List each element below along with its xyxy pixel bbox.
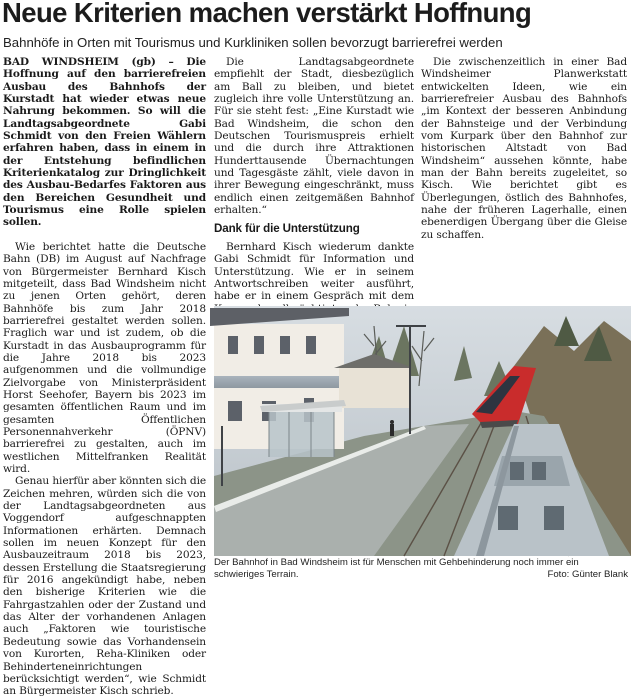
photo-caption — [214, 557, 628, 580]
station-photo — [214, 306, 631, 556]
body-paragraph-1: Wie berichtet hatte die Deutsche Bahn (DB) im August auf Nachfrage von Bürgermeister Bernhard Kisch mitgeteilt, dass Bad Windsheim nicht zu jenen Orten gehört, deren Bahnhöfe bis zum Jahr 2018 barrierefrei gestaltet werden sollen. Fraglich war und ist zudem, ob die Kurstadt in das Ausbauprogramm für die Jahre 2018 bis 2023 aufgenommen und die vollmundige Zielvorgabe von Ministerpräsident Horst Seehofer, Bayern bis 2023 im gesamten öffentlichen Raum und im gesamten Öffentlichen Personennahverkehr (ÖPNV) barrierefrei zu gestalten, auch im westlichen Mittelfranken Realität wird. — [3, 240, 206, 475]
body-paragraph-3: Die Landtagsabgeordnete empfiehlt der Stadt, diesbezüglich am Ball zu bleiben, und bietet zugleich ihre volle Unterstützung an. Für sie steht fest: „Eine Kurstadt wie Bad Windsheim, die schon den Deutschen Tourismuspreis erhielt und die durch ihre Attraktionen Hunderttausende Übernachtungen und Tagesgäste zählt, viele davon in ihrer Bewegung eingeschränkt, muss endlich einen zeitgemäßen Bahnhof erhalten.“ — [214, 56, 414, 217]
body-paragraph-4: Bernhard Kisch wiederum dankte Gabi Schmidt für Information und Unterstützung. Wie er in seinem Antwortschreiben weiter ausführt, habe er in einem Gespräch mit dem — [214, 240, 414, 303]
subheadline: Bahnhöfe in Orten mit Tourismus und Kurkliniken sollen bevorzugt barrierefrei werden — [3, 35, 503, 50]
body-paragraph-5: Die zwischenzeitlich in einer Bad Windsheimer Planwerkstatt entwickelten Ideen, wie ein barrierefreier Ausbau des Bahnhofs „im Kontext der besseren Anbindung der Bahnsteige und der Verbindung vom Kurpark über den Bahnhof zur historischen Altstadt von Bad Windsheim“ aussehen könnte, habe man der Bahn bereits zugeleitet, so Kisch. Wie berichtet gibt es Überlegungen, östlich des Bahnhofes, nahe der früheren Lagerhalle, einen ebenerdigen Übergang über die Gleise zu schaffen. — [421, 56, 627, 241]
caption-text: Der Bahnhof in Bad Windsheim ist für Menschen mit Gehbehinderung noch immer ein schwieriges Terrain. — [214, 557, 579, 580]
photo-credit: Foto: Günter Blank — [547, 568, 628, 580]
headline: Neue Kriterien machen verstärkt Hoffnung — [2, 0, 532, 28]
body-paragraph-2: Genau hierfür aber könnten sich die Zeichen mehren, würden sich die von der Landtagsabgeordneten aus Voggendorf aufgeschnappten Informationen erhärten. Demnach sollen im neuen Konzept für den Ausbauzeitraum 2018 bis 2023, dessen Erstellung die Staatsregierung für 2016 angekündigt habe, neben den bisherige Kriterien wie die Fahrgastzahlen oder der Zustand und das Alter der vorhandenen Anlagen auch „Faktoren wie touristische Bedeutung sowie das Vorhandensein von Kurorten, Reha-Kliniken oder Behinderteneinrichtungen berücksichtigt werden“, wie Schmidt an Bürgermeister Kisch schrieb. — [3, 475, 206, 698]
lead-paragraph: BAD WINDSHEIM (gb) – Die Hoffnung auf den barrierefreien Ausbau des Bahnhofs der Kurstadt hat wieder etwas neue Nahrung bekommen. So will die Landtagsabgeordnete Gabi Schmidt von den Freien Wählern erfahren haben, dass in einem in der Entstehung befindlichen Kriterienkatalog zur Dringlichkeit des Ausbau-Bedarfes Faktoren aus den Bereichen Gesundheit und Tourismus eine Rolle spielen sollen. — [3, 56, 206, 229]
section-subheading: Dank für die Unterstützung — [214, 222, 360, 236]
article-column-3 — [421, 56, 627, 241]
article-column-1 — [3, 56, 206, 698]
